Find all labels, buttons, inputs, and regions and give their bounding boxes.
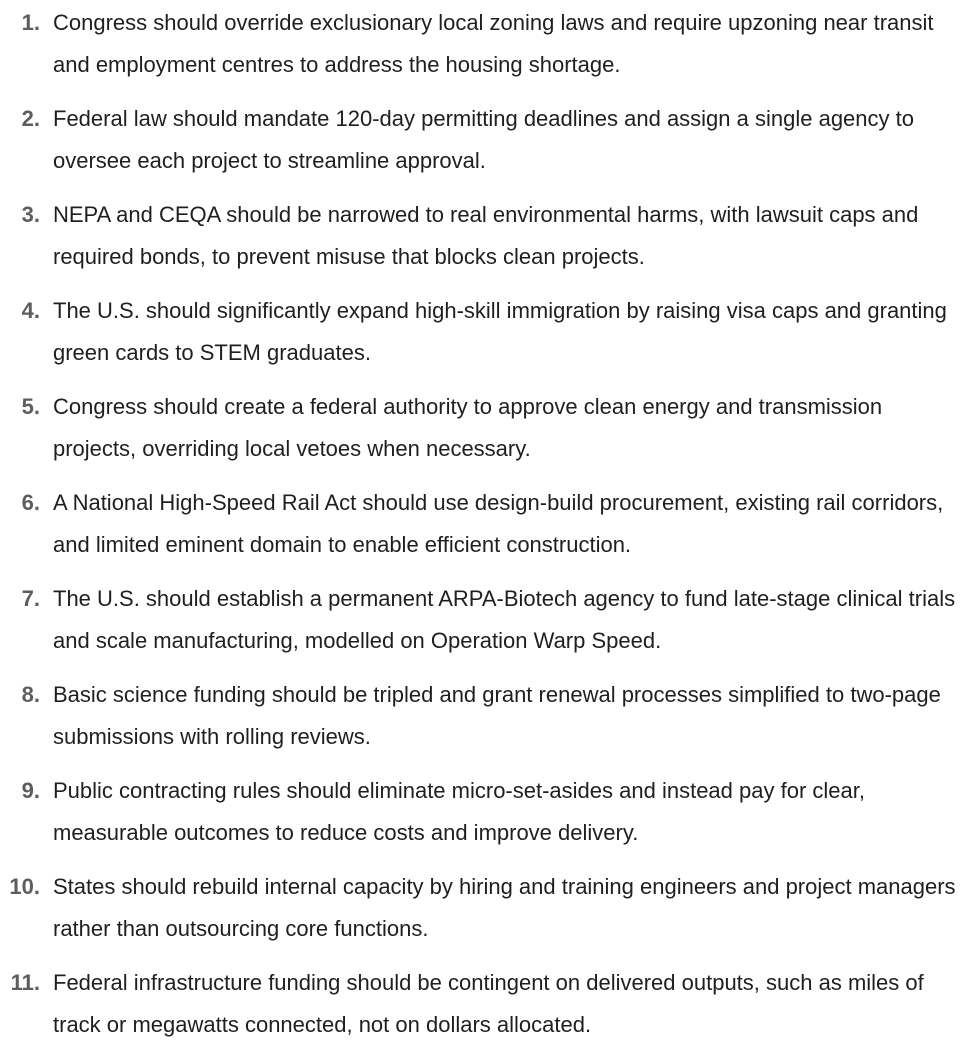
list-item-text: Public contracting rules should eliminate micro-set-asides and instead pay for clear, measurable outcomes to reduce costs and improve delivery. — [53, 778, 865, 845]
list-item-number: 10. — [9, 874, 40, 899]
list-item-number: 5. — [21, 394, 40, 419]
list-item-text: Congress should override exclusionary local zoning laws and require upzoning near transit and employment centres to address the housing shortage. — [53, 10, 934, 77]
list-item — [0, 98, 980, 194]
list-item-text: Congress should create a federal authority to approve clean energy and transmission projects, overriding local vetoes when necessary. — [53, 394, 883, 461]
list-item-number: 2. — [21, 106, 40, 131]
list-item-text: The U.S. should significantly expand high-skill immigration by raising visa caps and granting green cards to STEM graduates. — [53, 298, 947, 365]
list-item-number: 4. — [21, 298, 40, 323]
list-item-text: A National High-Speed Rail Act should use design-build procurement, existing rail corridors, and limited eminent domain to enable efficient construction. — [53, 490, 944, 557]
list-item — [0, 2, 980, 98]
list-item-text: States should rebuild internal capacity by hiring and training engineers and project managers rather than outsourcing core functions. — [53, 874, 956, 941]
list-item — [0, 578, 980, 674]
list-item — [0, 290, 980, 386]
list-item — [0, 674, 980, 770]
list-item — [0, 962, 980, 1058]
policy-recommendations-list — [0, 2, 980, 1058]
list-item — [0, 194, 980, 290]
list-item — [0, 770, 980, 866]
list-item-number: 8. — [21, 682, 40, 707]
list-item-text: The U.S. should establish a permanent ARPA-Biotech agency to fund late-stage clinical trials and scale manufacturing, modelled on Operation Warp Speed. — [53, 586, 956, 653]
list-item-number: 11. — [10, 970, 40, 995]
list-item-text: Federal law should mandate 120-day permitting deadlines and assign a single agency to oversee each project to streamline approval. — [53, 106, 914, 173]
list-item-number: 6. — [21, 490, 40, 515]
list-item-text: NEPA and CEQA should be narrowed to real environmental harms, with lawsuit caps and required bonds, to prevent misuse that blocks clean projects. — [53, 202, 919, 269]
list-item — [0, 866, 980, 962]
list-item — [0, 482, 980, 578]
list-item-text: Basic science funding should be tripled and grant renewal processes simplified to two-page submissions with rolling reviews. — [53, 682, 941, 749]
list-item-number: 3. — [21, 202, 40, 227]
list-item-number: 1. — [21, 10, 40, 35]
list-item — [0, 386, 980, 482]
list-item-number: 7. — [21, 586, 40, 611]
list-item-text: Federal infrastructure funding should be contingent on delivered outputs, such as miles of track or megawatts connected, not on dollars allocated. — [53, 970, 924, 1037]
list-item-number: 9. — [21, 778, 40, 803]
